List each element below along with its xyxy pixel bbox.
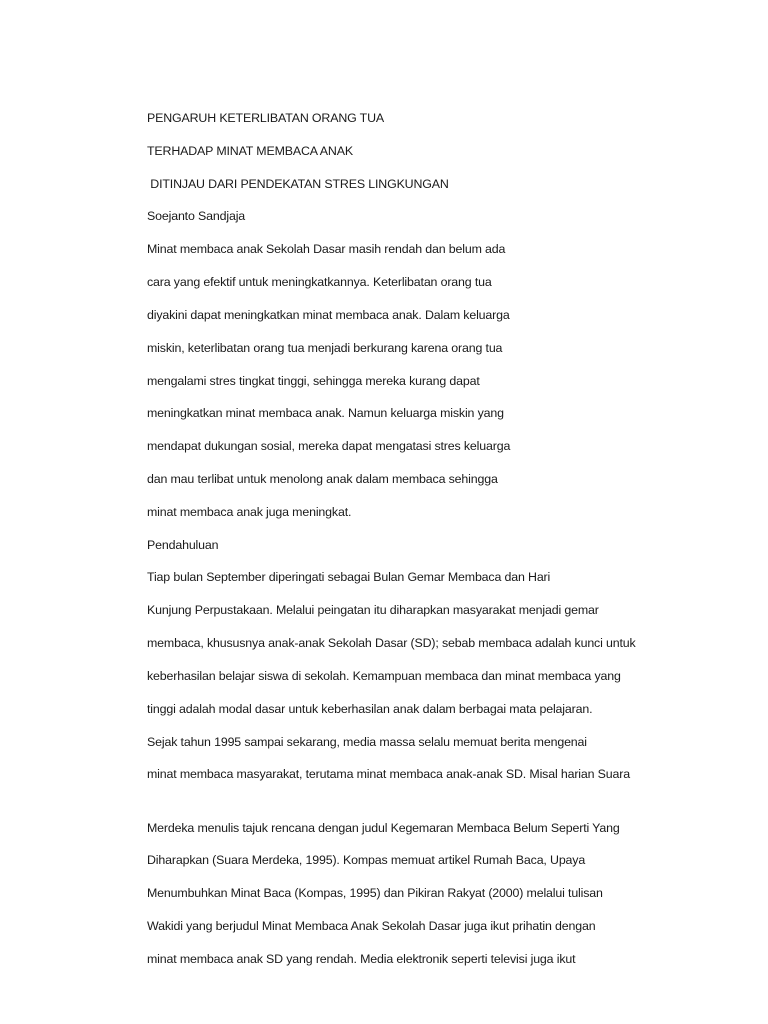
abstract-line: dan mau terlibat untuk menolong anak dalam membaca sehingga — [147, 472, 498, 486]
title-line-1: PENGARUH KETERLIBATAN ORANG TUA — [147, 111, 385, 125]
body-line: Kunjung Perpustakaan. Melalui peingatan itu diharapkan masyarakat menjadi gemar — [147, 603, 599, 617]
abstract-line: miskin, keterlibatan orang tua menjadi berkurang karena orang tua — [147, 341, 503, 355]
body-line: minat membaca anak SD yang rendah. Media elektronik seperti televisi juga ikut — [147, 952, 576, 966]
body-line: keberhasilan belajar siswa di sekolah. Kemampuan membaca dan minat membaca yang — [147, 669, 621, 683]
abstract-line: Minat membaca anak Sekolah Dasar masih rendah dan belum ada — [147, 242, 506, 256]
body-line: membaca, khususnya anak-anak Sekolah Dasar (SD); sebab membaca adalah kunci untuk — [147, 636, 636, 650]
abstract-line: mendapat dukungan sosial, mereka dapat mengatasi stres keluarga — [147, 439, 511, 453]
body-line: Sejak tahun 1995 sampai sekarang, media massa selalu memuat berita mengenai — [147, 735, 587, 749]
abstract-line: meningkatkan minat membaca anak. Namun keluarga miskin yang — [147, 406, 504, 420]
body-line: Diharapkan (Suara Merdeka, 1995). Kompas memuat artikel Rumah Baca, Upaya — [147, 853, 586, 867]
abstract-line: minat membaca anak juga meningkat. — [147, 505, 352, 519]
body-line: Menumbuhkan Minat Baca (Kompas, 1995) dan Pikiran Rakyat (2000) melalui tulisan — [147, 886, 603, 900]
body-line: minat membaca masyarakat, terutama minat membaca anak-anak SD. Misal harian Suara — [147, 767, 630, 781]
title-line-3: DITINJAU DARI PENDEKATAN STRES LINGKUNGAN — [147, 177, 449, 191]
body-line: Merdeka menulis tajuk rencana dengan judul Kegemaran Membaca Belum Seperti Yang — [147, 821, 620, 835]
abstract-line: diyakini dapat meningkatkan minat membaca anak. Dalam keluarga — [147, 308, 510, 322]
author-name: Soejanto Sandjaja — [147, 209, 246, 223]
body-line: Tiap bulan September diperingati sebagai Bulan Gemar Membaca dan Hari — [147, 570, 551, 584]
abstract-line: cara yang efektif untuk meningkatkannya. Keterlibatan orang tua — [147, 275, 492, 289]
title-line-2: TERHADAP MINAT MEMBACA ANAK — [147, 144, 353, 158]
section-heading: Pendahuluan — [147, 538, 219, 552]
abstract-line: mengalami stres tingkat tinggi, sehingga mereka kurang dapat — [147, 374, 480, 388]
body-line: Wakidi yang berjudul Minat Membaca Anak Sekolah Dasar juga ikut prihatin dengan — [147, 919, 596, 933]
body-line: tinggi adalah modal dasar untuk keberhasilan anak dalam berbagai mata pelajaran. — [147, 702, 593, 716]
